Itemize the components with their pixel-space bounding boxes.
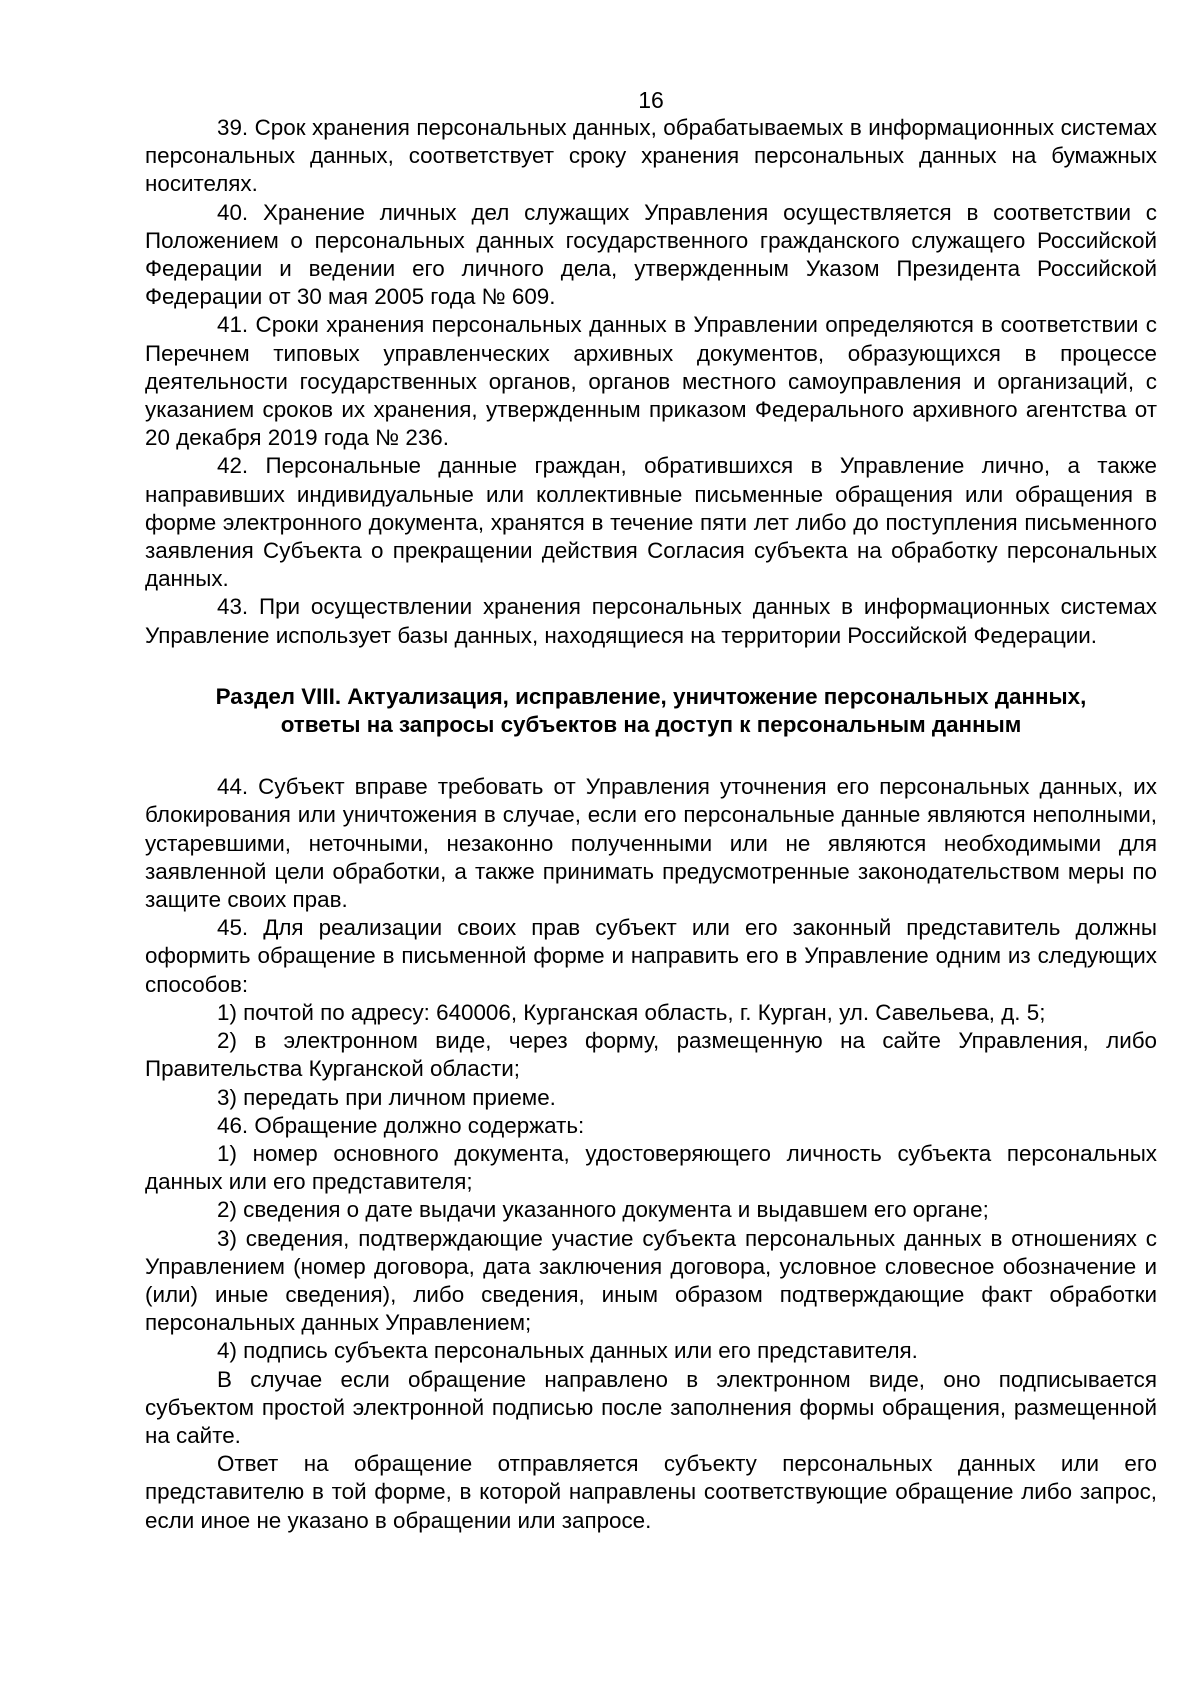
paragraph-45-item-1: 1) почтой по адресу: 640006, Курганская область, г. Курган, ул. Савельева, д. 5; <box>217 999 1046 1025</box>
paragraph-46-item-1: 1) номер основного документа, удостоверяющего личность субъекта персональных данных или его представителя; <box>145 1140 1157 1195</box>
paragraph-43: 43. При осуществлении хранения персональных данных в информационных системах Управление использует базы данных, находящиеся на территории Российской Федерации. <box>145 594 1157 648</box>
paragraph-46-item-4: 4) подпись субъекта персональных данных или его представителя. <box>217 1338 918 1364</box>
paragraph-42: 42. Персональные данные граждан, обратившихся в Управление лично, а также направивших индивидуальные или коллективные письменные обращения или обращения в форме электронного документа, хранятся в течение пяти лет либо до поступления письменного заявления Субъекта о прекращении действия Согласия субъекта на обработку персональных данных. <box>145 453 1157 592</box>
page-number: 16 <box>638 87 664 113</box>
section-heading <box>145 683 1157 739</box>
paragraph-response: Ответ на обращение отправляется субъекту персональных данных или его представителю в той форме, в которой направлены соответствующие обращение либо запрос, если иное не указано в обращении или запросе. <box>145 1451 1157 1533</box>
paragraph-41: 41. Сроки хранения персональных данных в Управлении определяются в соответствии с Перечнем типовых управленческих архивных документов, образующихся в процессе деятельности государственных органов, органов местного самоуправления и организаций, с указанием сроков их хранения, утвержденным приказом Федерального архивного агентства от 20 декабря 2019 года № 236. <box>145 312 1157 451</box>
paragraph-40: 40. Хранение личных дел служащих Управления осуществляется в соответствии с Положением о персональных данных государственного гражданского служащего Российской Федерации и ведении его личного дела, утвержденным Указом Президента Российской Федерации от 30 мая 2005 года № 609. <box>145 199 1157 310</box>
paragraph-46-item-2: 2) сведения о дате выдачи указанного документа и выдавшем его органе; <box>217 1197 989 1223</box>
document-page <box>145 86 1157 1535</box>
section-heading-line-2: ответы на запросы субъектов на доступ к персональным данным <box>280 712 1022 738</box>
paragraph-electronic-signature: В случае если обращение направлено в электронном виде, оно подписывается субъектом простой электронной подписью после заполнения формы обращения, размещенной на сайте. <box>145 1366 1157 1448</box>
section-heading-line-1: Раздел VIII. Актуализация, исправление, уничтожение персональных данных, <box>215 683 1087 709</box>
paragraph-45: 45. Для реализации своих прав субъект или его законный представитель должны оформить обращение в письменной форме и направить его в Управление одним из следующих способов: <box>145 915 1157 997</box>
paragraph-44: 44. Субъект вправе требовать от Управления уточнения его персональных данных, их блокирования или уничтожения в случае, если его персональные данные являются неполными, устаревшими, неточными, незаконно полученными или не являются необходимыми для заявленной цели обработки, а также принимать предусмотренные законодательством меры по защите своих прав. <box>145 774 1157 913</box>
paragraph-45-item-2: 2) в электронном виде, через форму, размещенную на сайте Управления, либо Правительства Курганской области; <box>145 1028 1157 1082</box>
paragraph-46-item-3: 3) сведения, подтверждающие участие субъекта персональных данных в отношениях с Управлением (номер договора, дата заключения договора, условное словесное обозначение и (или) иные сведения), либо сведения, иным образом подтверждающие факт обработки персональных данных Управлением; <box>145 1225 1157 1336</box>
paragraph-46: 46. Обращение должно содержать: <box>217 1112 585 1138</box>
paragraph-45-item-3: 3) передать при личном приеме. <box>217 1084 556 1110</box>
paragraph-39: 39. Срок хранения персональных данных, обрабатываемых в информационных системах персональных данных, соответствует сроку хранения персональных данных на бумажных носителях. <box>145 115 1157 197</box>
